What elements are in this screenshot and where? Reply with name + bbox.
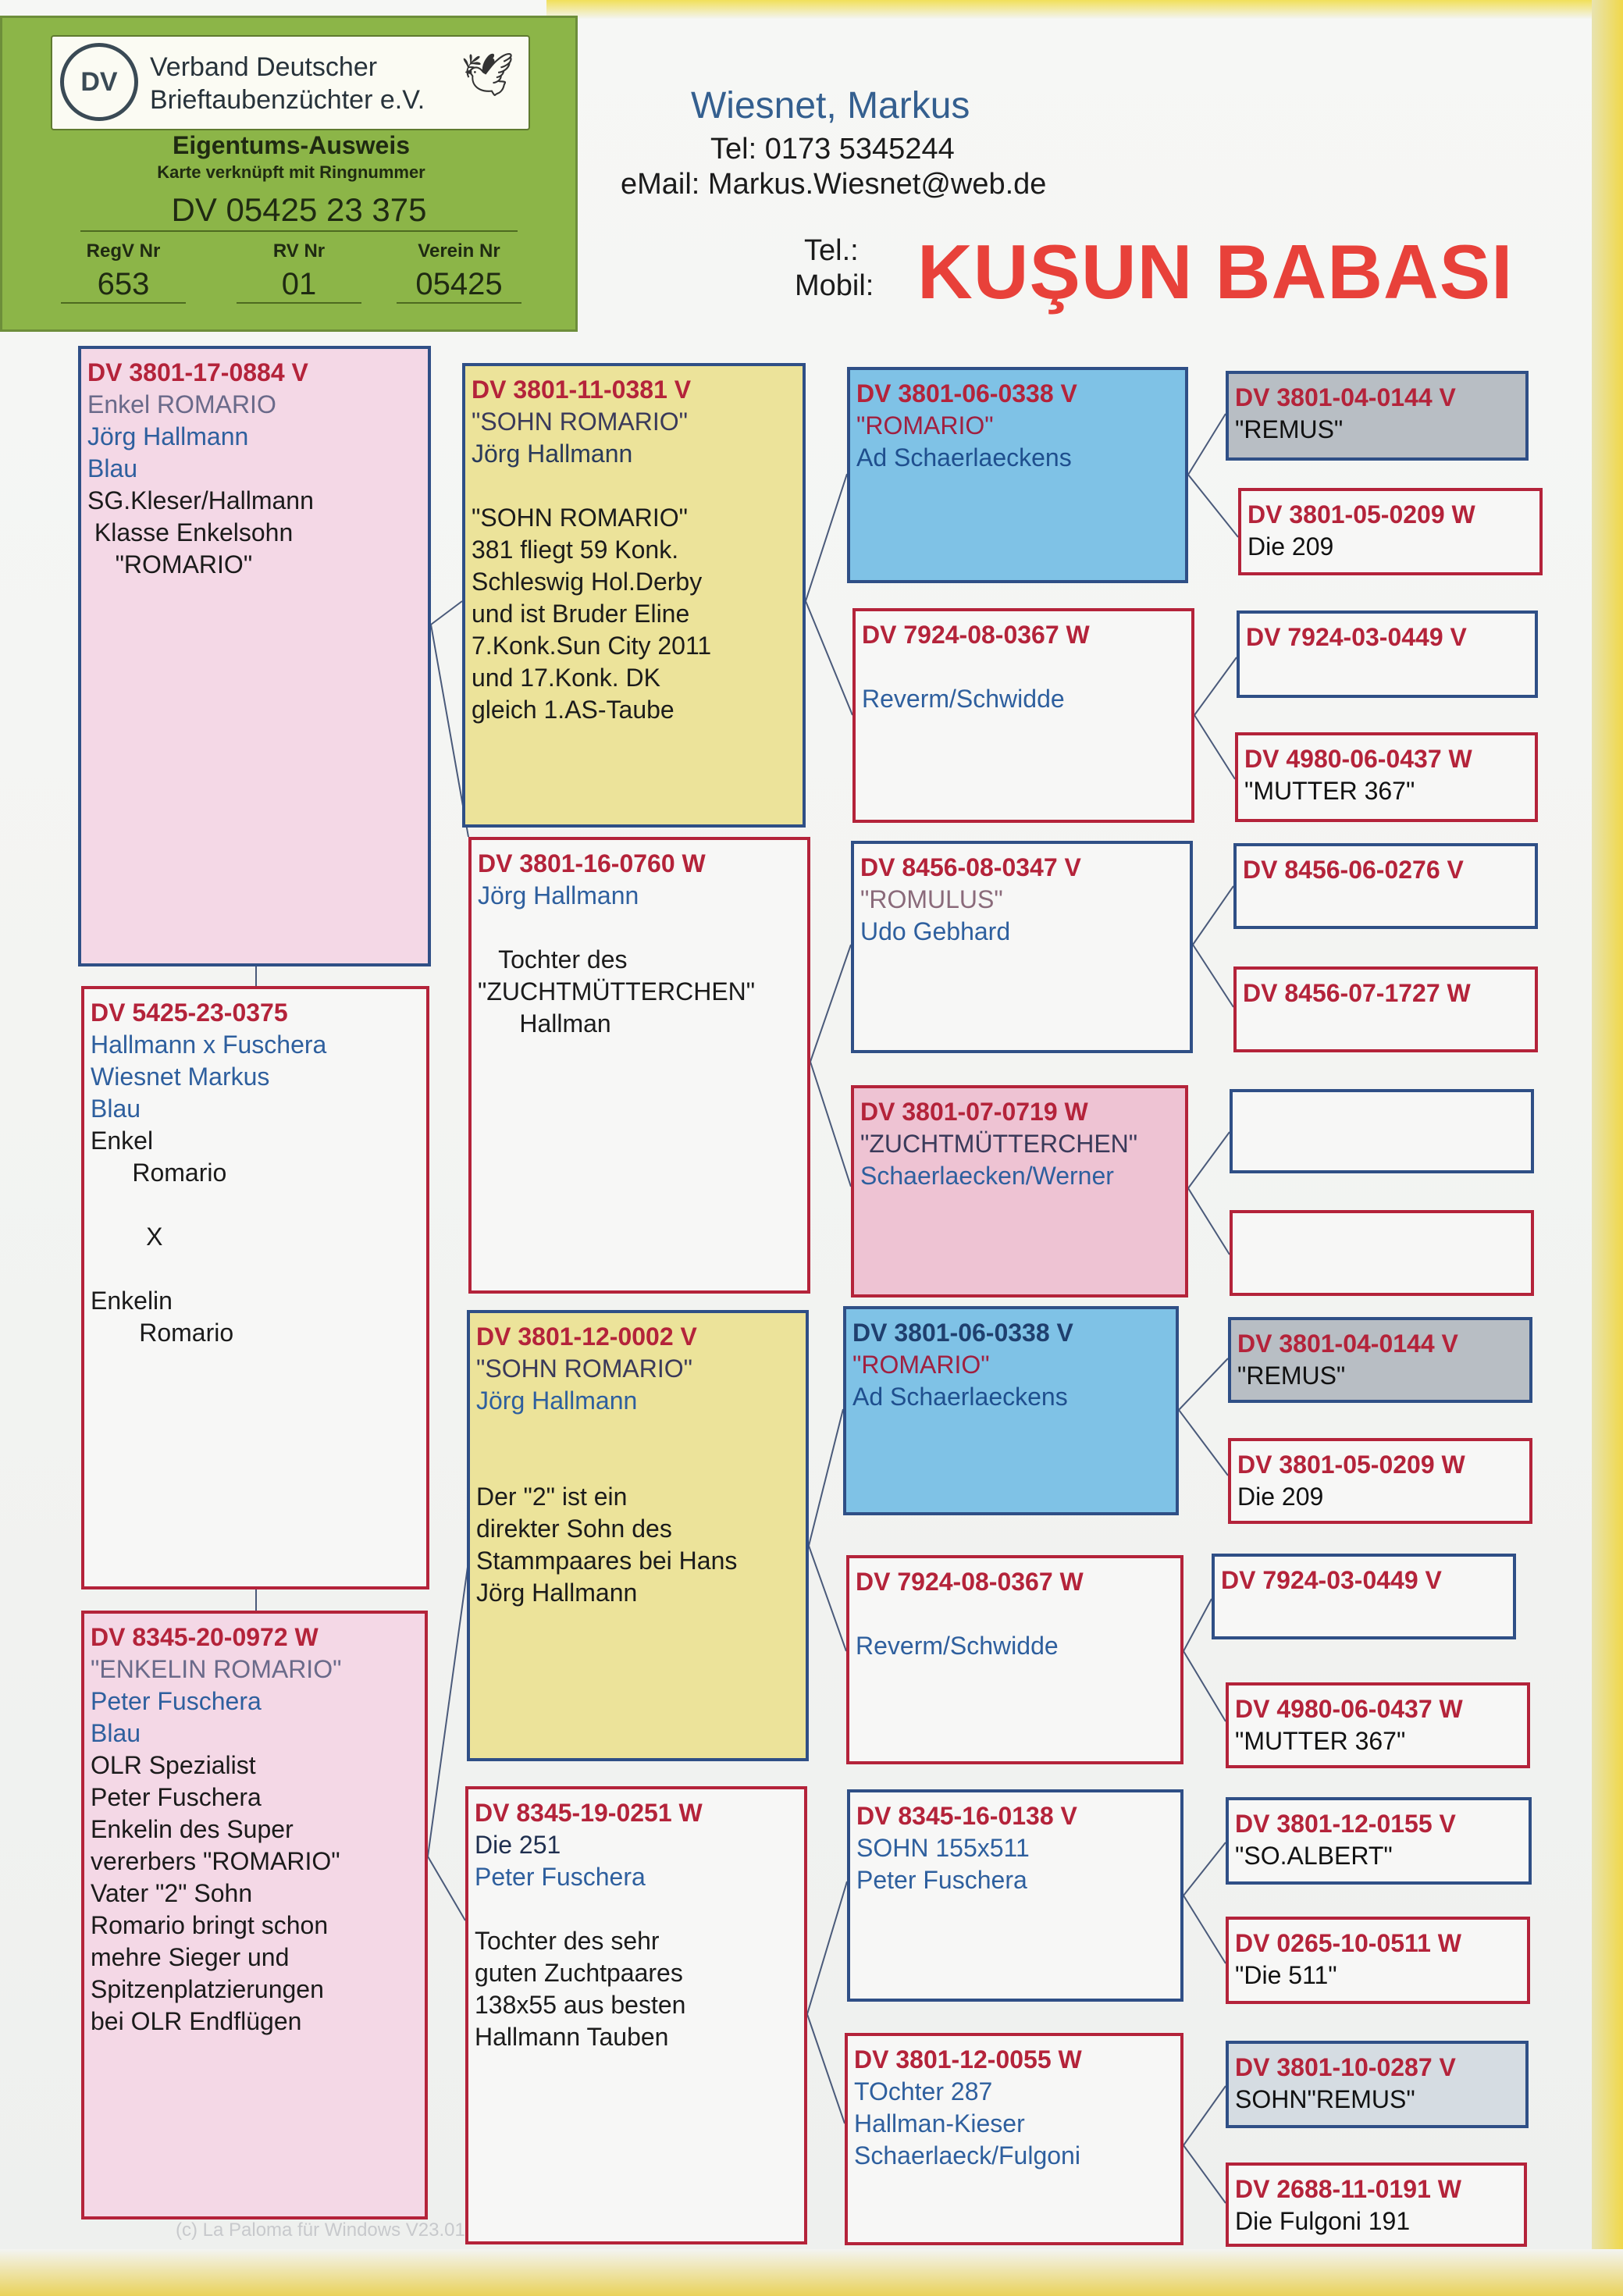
ring-number: DV 3801-04-0144 V bbox=[1235, 383, 1456, 411]
pedigree-gggp-10 bbox=[1228, 1438, 1532, 1524]
pedigree-gggp-12 bbox=[1226, 1682, 1530, 1768]
breeder: Reverm/Schwidde bbox=[862, 685, 1065, 713]
ownership-id-card bbox=[0, 16, 578, 332]
breeder: Ad Schaerlaeckens bbox=[856, 443, 1072, 472]
card-org-name bbox=[150, 51, 425, 116]
card-col-value: 653 bbox=[61, 267, 186, 304]
card-col-regv bbox=[61, 240, 186, 304]
pedigree-gggp-11 bbox=[1212, 1554, 1516, 1639]
ring-number: DV 3801-12-0055 W bbox=[854, 2045, 1082, 2074]
ring-number: DV 3801-10-0287 V bbox=[1235, 2053, 1456, 2081]
pedigree-granddam-1 bbox=[468, 837, 810, 1294]
card-col-value: 05425 bbox=[397, 267, 521, 304]
mobil-label: Mobil: bbox=[795, 269, 874, 302]
bird-name: "ROMARIO" bbox=[856, 411, 994, 440]
breeder: Hallman-Kieser Schaerlaeck/Fulgoni bbox=[854, 2109, 1080, 2170]
bird-name: "REMUS" bbox=[1237, 1362, 1346, 1390]
pedigree-granddam-2 bbox=[465, 1786, 807, 2244]
ring-number: DV 3801-06-0338 V bbox=[852, 1319, 1073, 1347]
bird-name: Die 251 bbox=[475, 1831, 561, 1859]
card-org-line-2: Brieftaubenzüchter e.V. bbox=[150, 85, 425, 115]
ring-number: DV 3801-11-0381 V bbox=[472, 376, 692, 404]
ring-number: DV 3801-12-0155 V bbox=[1235, 1810, 1456, 1838]
breeder: Peter Fuschera bbox=[475, 1863, 646, 1891]
bird-name: "MUTTER 367" bbox=[1235, 1727, 1406, 1755]
breeder: Ad Schaerlaeckens bbox=[852, 1383, 1068, 1411]
ring-number: DV 7924-08-0367 W bbox=[862, 621, 1090, 649]
ring-number: DV 7924-08-0367 W bbox=[856, 1568, 1084, 1596]
card-header bbox=[51, 35, 530, 130]
card-title: Eigentums-Ausweis bbox=[172, 131, 411, 159]
ring-number: DV 0265-10-0511 W bbox=[1235, 1929, 1461, 1957]
card-col-label: RegV Nr bbox=[86, 240, 161, 262]
bird-name: TOchter 287 bbox=[854, 2077, 993, 2106]
bird-name: Die 209 bbox=[1248, 532, 1334, 561]
pedigree-grandsire-1 bbox=[462, 363, 806, 828]
bird-name: Enkel ROMARIO bbox=[87, 390, 276, 418]
bird-name: Hallmann x Fuschera bbox=[91, 1031, 327, 1059]
pedigree-gggp-2 bbox=[1238, 488, 1543, 575]
breeder: Jörg Hallmann bbox=[472, 440, 633, 468]
ring-number: DV 3801-17-0884 V bbox=[87, 358, 308, 386]
card-col-label: Verein Nr bbox=[418, 240, 500, 262]
pedigree-ggp-5 bbox=[843, 1306, 1179, 1515]
owner-phone: Tel: 0173 5345244 bbox=[710, 133, 955, 166]
bird-name: "ROMULUS" bbox=[860, 885, 1003, 913]
pedigree-gggp-6 bbox=[1233, 966, 1538, 1052]
pedigree-gggp-5 bbox=[1233, 843, 1538, 929]
remarks: Tochter des sehr guten Zuchtpaares 138x55 aus besten Hallmann Tauben bbox=[475, 1927, 686, 2051]
owner-name: Wiesnet, Markus bbox=[691, 85, 970, 126]
breeder: Peter Fuschera bbox=[856, 1866, 1027, 1894]
ring-number: DV 8456-06-0276 V bbox=[1243, 856, 1464, 884]
bird-name: "REMUS" bbox=[1235, 415, 1344, 443]
ring-number: DV 2688-11-0191 W bbox=[1235, 2175, 1461, 2203]
tel-label: Tel.: bbox=[804, 234, 859, 267]
bird-name: "MUTTER 367" bbox=[1244, 777, 1415, 805]
breeder: Schaerlaecken/Werner bbox=[860, 1162, 1114, 1190]
card-col-verein bbox=[397, 240, 521, 304]
ring-number: DV 3801-07-0719 W bbox=[860, 1098, 1088, 1126]
pedigree-dam bbox=[81, 1611, 428, 2219]
ring-number: DV 4980-06-0437 W bbox=[1244, 745, 1472, 773]
card-col-value: 01 bbox=[237, 267, 361, 304]
ring-number: DV 8345-16-0138 V bbox=[856, 1802, 1077, 1830]
breeder: Udo Gebhard bbox=[860, 917, 1011, 945]
pedigree-ggp-3 bbox=[851, 841, 1193, 1053]
card-org-line-1: Verband Deutscher bbox=[150, 52, 378, 82]
pedigree-ggp-6 bbox=[846, 1555, 1183, 1764]
ring-number: DV 3801-12-0002 V bbox=[476, 1322, 697, 1351]
breeder: Peter Fuschera Blau bbox=[91, 1687, 262, 1747]
remarks: SG.Kleser/Hallmann Klasse Enkelsohn "ROMARIO" bbox=[87, 486, 314, 578]
software-watermark: (c) La Paloma für Windows V23.01 bbox=[176, 2219, 465, 2241]
bird-name: "ROMARIO" bbox=[852, 1351, 990, 1379]
pedigree-gggp-15 bbox=[1226, 2041, 1529, 2128]
pedigree-ggp-2 bbox=[852, 608, 1194, 823]
breeder: Wiesnet Markus Blau bbox=[91, 1063, 270, 1123]
bird-name: Die Fulgoni 191 bbox=[1235, 2207, 1411, 2235]
page-title: KUŞUN BABASI bbox=[917, 229, 1514, 315]
card-subtitle: Karte verknüpft mit Ringnummer bbox=[157, 162, 425, 182]
bird-name: SOHN"REMUS" bbox=[1235, 2085, 1415, 2113]
breeder: Jörg Hallmann bbox=[476, 1386, 638, 1415]
pedigree-gggp-13 bbox=[1226, 1797, 1532, 1885]
card-col-label: RV Nr bbox=[272, 240, 326, 262]
remarks: Enkel Romario X Enkelin Romario bbox=[91, 1127, 234, 1347]
breeder: Jörg Hallmann bbox=[478, 881, 639, 910]
bird-name: "ZUCHTMÜTTERCHEN" bbox=[860, 1130, 1138, 1158]
pedigree-grandsire-2 bbox=[467, 1310, 809, 1761]
pedigree-gggp-9 bbox=[1228, 1317, 1532, 1403]
remarks: "SOHN ROMARIO" 381 fliegt 59 Konk. Schleswig Hol.Derby und ist Bruder Eline 7.Konk.Sun City 2011 und 17.Konk. DK gleich 1.AS-Taube bbox=[472, 504, 712, 724]
card-ring-number: DV 05425 23 375 bbox=[80, 191, 518, 232]
association-logo: DV bbox=[60, 43, 138, 121]
bird-name: "SOHN ROMARIO" bbox=[476, 1354, 692, 1383]
pedigree-gggp-4 bbox=[1235, 732, 1538, 822]
pedigree-ggp-7 bbox=[847, 1789, 1183, 2002]
owner-email: eMail: Markus.Wiesnet@web.de bbox=[621, 168, 1047, 201]
ring-number: DV 7924-03-0449 V bbox=[1246, 623, 1467, 651]
pigeon-icon: 🕊 bbox=[461, 52, 514, 98]
pedigree-ggp-8 bbox=[845, 2033, 1183, 2245]
pedigree-ggp-1 bbox=[847, 367, 1188, 583]
ring-number: DV 3801-06-0338 V bbox=[856, 379, 1077, 408]
ring-number: DV 8345-19-0251 W bbox=[475, 1799, 703, 1827]
bird-name: "Die 511" bbox=[1235, 1961, 1337, 1989]
ring-number: DV 5425-23-0375 bbox=[91, 998, 288, 1027]
ring-number: DV 3801-05-0209 W bbox=[1237, 1451, 1465, 1479]
ring-number: DV 4980-06-0437 W bbox=[1235, 1695, 1463, 1723]
bird-name: Die 209 bbox=[1237, 1483, 1324, 1511]
bird-name: "SO.ALBERT" bbox=[1235, 1842, 1393, 1870]
ring-number: DV 8456-07-1727 W bbox=[1243, 979, 1471, 1007]
pedigree-subject bbox=[81, 986, 429, 1589]
pedigree-gggp-1 bbox=[1226, 371, 1529, 461]
pedigree-gggp-7 bbox=[1230, 1089, 1534, 1173]
ring-number: DV 8345-20-0972 W bbox=[91, 1623, 319, 1651]
breeder: Jörg Hallmann Blau bbox=[87, 422, 249, 482]
bird-name: SOHN 155x511 bbox=[856, 1834, 1030, 1862]
ring-number: DV 7924-03-0449 V bbox=[1221, 1566, 1442, 1594]
remarks: Tochter des "ZUCHTMÜTTERCHEN" Hallman bbox=[478, 945, 756, 1038]
pedigree-gggp-16 bbox=[1226, 2163, 1527, 2247]
remarks: OLR Spezialist Peter Fuschera Enkelin des Super vererbers "ROMARIO" Vater "2" Sohn Romario bringt schon mehre Sieger und Spitzenplatzierungen bei OLR Endflügen bbox=[91, 1751, 340, 2035]
ring-number: DV 3801-05-0209 W bbox=[1248, 500, 1475, 529]
pedigree-gggp-8 bbox=[1230, 1210, 1534, 1296]
bird-name: "SOHN ROMARIO" bbox=[472, 408, 688, 436]
bird-name: "ENKELIN ROMARIO" bbox=[91, 1655, 342, 1683]
ring-number: DV 3801-16-0760 W bbox=[478, 849, 706, 877]
breeder: Reverm/Schwidde bbox=[856, 1632, 1059, 1660]
remarks: Der "2" ist ein direkter Sohn des Stammpaares bei Hans Jörg Hallmann bbox=[476, 1483, 738, 1607]
ring-number: DV 8456-08-0347 V bbox=[860, 853, 1081, 881]
card-col-rv bbox=[237, 240, 361, 304]
pedigree-sire bbox=[78, 346, 431, 966]
pedigree-ggp-4 bbox=[851, 1085, 1188, 1298]
ring-number: DV 3801-04-0144 V bbox=[1237, 1330, 1458, 1358]
pedigree-gggp-3 bbox=[1237, 610, 1538, 698]
pedigree-gggp-14 bbox=[1226, 1917, 1530, 2004]
